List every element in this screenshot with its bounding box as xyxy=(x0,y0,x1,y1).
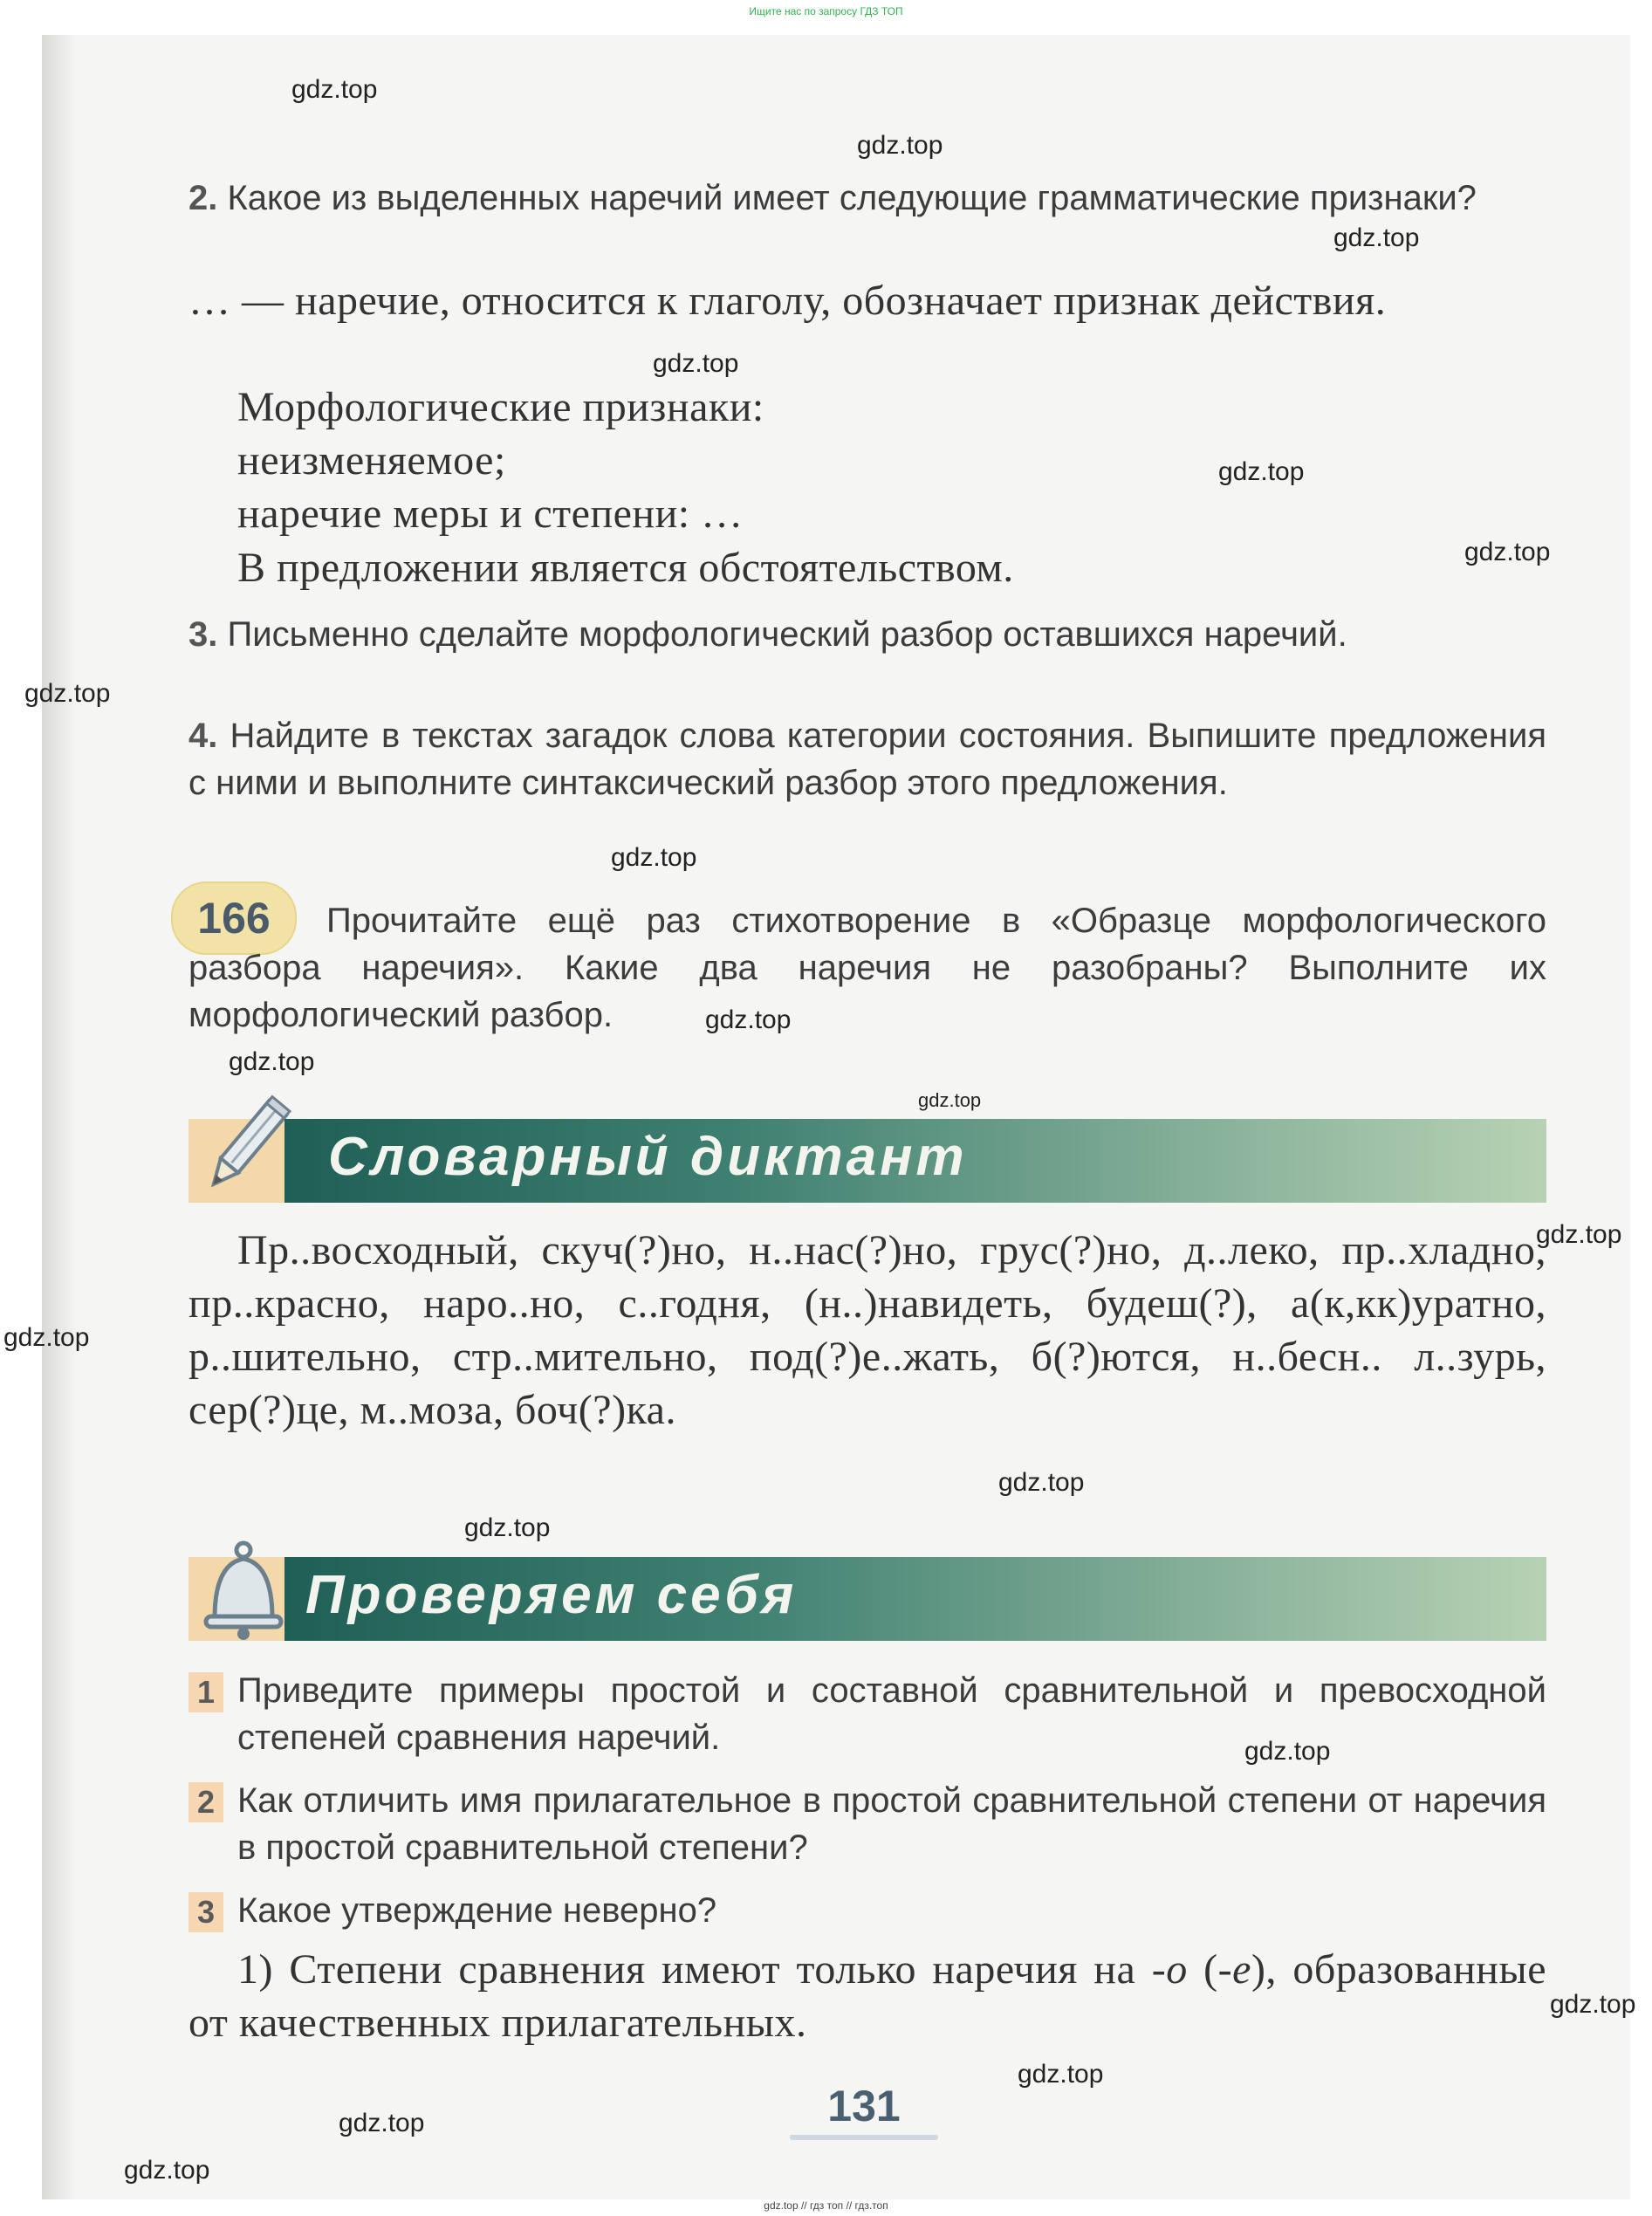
pencil-icon xyxy=(194,1087,298,1201)
question-number: 1 xyxy=(189,1672,223,1712)
task-2-answer-line: … — наречие, относится к глаголу, обозначает признак действия. xyxy=(189,278,1387,324)
watermark: gdz.top xyxy=(611,843,697,872)
watermark: gdz.top xyxy=(229,1047,315,1076)
question-text: Приведите примеры простой и составной сравнительной и превосходной степеней сравнения наречий. xyxy=(237,1671,1546,1757)
task-text: Письменно сделайте морфологический разбор оставшихся наречий. xyxy=(227,615,1347,654)
task-text: Какое из выделенных наречий имеет следующие грамматические признаки? xyxy=(227,179,1477,217)
task-4 xyxy=(189,712,1546,806)
book-spine-shadow xyxy=(42,35,77,2199)
watermark: gdz.top xyxy=(1333,223,1420,252)
option-text: ( xyxy=(1187,1946,1218,1993)
exercise-number-badge: 166 xyxy=(171,882,297,955)
option-suffix: -о xyxy=(1151,1946,1188,1993)
question-text: Какое утверждение неверно? xyxy=(237,1891,717,1930)
task-2-answer-line: В предложении является обстоятельством. xyxy=(237,545,1014,591)
top-banner: Ищите нас по запросу ГДЗ ТОП xyxy=(749,5,903,17)
task-2-answer-line: наречие меры и степени: … xyxy=(237,491,744,537)
task-2-answer-line: неизменяемое; xyxy=(237,437,506,484)
question-text: Как отличить имя прилагательное в простой сравнительной степени от наречия в простой сравнительной степени? xyxy=(237,1781,1546,1867)
watermark: gdz.top xyxy=(291,75,378,104)
bell-icon xyxy=(195,1538,291,1643)
self-check-title: Проверяем себя xyxy=(305,1565,798,1625)
watermark: gdz.top xyxy=(1218,457,1305,486)
dictation-title: Словарный диктант xyxy=(328,1127,968,1187)
watermark: gdz.top xyxy=(339,2109,425,2137)
task-3 xyxy=(189,611,1546,658)
watermark: gdz.top xyxy=(3,1323,90,1352)
task-number: 2. xyxy=(189,179,218,217)
exercise-166-text: Прочитайте ещё раз стихотворение в «Образце морфологического разбора наречия». Какие два наречия не разобраны? Выполните их морфологический разбор. xyxy=(189,902,1546,1034)
task-number: 3. xyxy=(189,615,218,654)
watermark: gdz.top xyxy=(1464,538,1551,566)
watermark: gdz.top xyxy=(1550,1990,1636,2019)
option-suffix: -е xyxy=(1217,1946,1251,1993)
watermark: gdz.top xyxy=(1536,1220,1622,1249)
question-number: 2 xyxy=(189,1782,223,1822)
question-number: 3 xyxy=(189,1892,223,1932)
watermark: gdz.top xyxy=(24,679,111,708)
dictation-text: Пр..восходный, скуч(?)но, н..нас(?)но, грус(?)но, д..леко, пр..хладно, пр..красно, наро..но, с..годня, (н..)навидеть, будеш(?), а(к,кк)уратно, р..шительно, стр..мительно, под(?)е..жать, б(?)ются, н..бесн.. л..зурь, сер(?)це, м..моза, боч(?)ка. xyxy=(189,1227,1546,1433)
watermark: gdz.top xyxy=(918,1089,982,1111)
answer-option-1 xyxy=(189,1943,1546,2049)
watermark: gdz.top xyxy=(464,1513,551,1542)
task-2-answer-line: Морфологические признаки: xyxy=(237,384,764,430)
page-number-underline xyxy=(790,2135,938,2140)
option-text: 1) Степени сравнения имеют только наречия на xyxy=(237,1946,1152,1993)
footer-links: gdz.top // гдз топ // гдз.топ xyxy=(764,2199,888,2212)
option-text: ), образованные от качественных прилагательных. xyxy=(189,1946,1547,2046)
watermark: gdz.top xyxy=(857,131,943,160)
page-number: 131 xyxy=(827,2082,901,2130)
task-number: 4. xyxy=(189,717,218,755)
watermark: gdz.top xyxy=(653,349,739,378)
watermark: gdz.top xyxy=(705,1005,792,1034)
watermark: gdz.top xyxy=(124,2156,210,2185)
task-2-question xyxy=(189,175,1546,222)
task-text: Найдите в текстах загадок слова категории состояния. Выпишите предложения с ними и выполните синтаксический разбор этого предложения. xyxy=(189,717,1546,802)
watermark: gdz.top xyxy=(1018,2060,1104,2089)
watermark: gdz.top xyxy=(998,1468,1085,1497)
watermark: gdz.top xyxy=(1244,1737,1331,1766)
